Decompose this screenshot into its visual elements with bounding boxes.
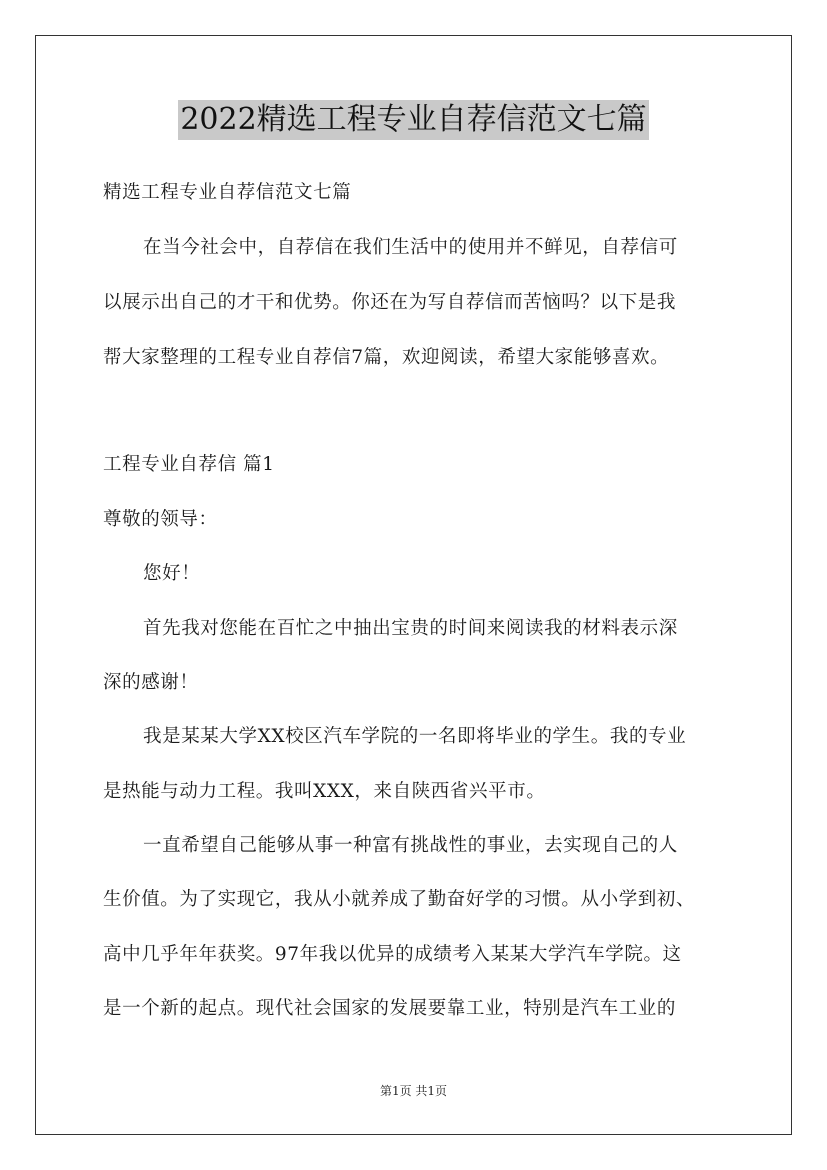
paragraph-3-line-3: 高中几乎年年获奖。97年我以优异的成绩考入某某大学汽车学院。这 (103, 944, 682, 965)
paragraph-3-line-4: 是一个新的起点。现代社会国家的发展要靠工业，特别是汽车工业的 (103, 998, 677, 1019)
intro-line-2: 以展示出自己的才干和优势。你还在为写自荐信而苦恼吗？以下是我 (103, 292, 677, 313)
paragraph-1-line-2: 深的感谢！ (103, 672, 199, 693)
paragraph-2-line-1: 我是某某大学XX校区汽车学院的一名即将毕业的学生。我的专业 (143, 726, 687, 747)
salutation: 尊敬的领导： (103, 509, 218, 530)
document-title: 2022精选工程专业自荐信范文七篇 (178, 100, 648, 140)
page-number: 第1页 共1页 (379, 1084, 448, 1098)
greeting: 您好！ (143, 563, 201, 584)
title-container (0, 100, 827, 140)
paragraph-2-line-2: 是热能与动力工程。我叫XXX，来自陕西省兴平市。 (103, 781, 546, 802)
page-footer (0, 1083, 827, 1099)
intro-line-3: 帮大家整理的工程专业自荐信7篇，欢迎阅读，希望大家能够喜欢。 (103, 347, 670, 368)
paragraph-1-line-1: 首先我对您能在百忙之中抽出宝贵的时间来阅读我的材料表示深 (143, 618, 678, 639)
subtitle-line: 精选工程专业自荐信范文七篇 (103, 182, 352, 203)
paragraph-3-line-1: 一直希望自己能够从事一种富有挑战性的事业，去实现自己的人 (143, 835, 678, 856)
section-heading: 工程专业自荐信 篇1 (103, 454, 275, 475)
intro-line-1: 在当今社会中，自荐信在我们生活中的使用并不鲜见，自荐信可 (143, 237, 678, 258)
paragraph-3-line-2: 生价值。为了实现它，我从小就养成了勤奋好学的习惯。从小学到初、 (103, 889, 696, 910)
